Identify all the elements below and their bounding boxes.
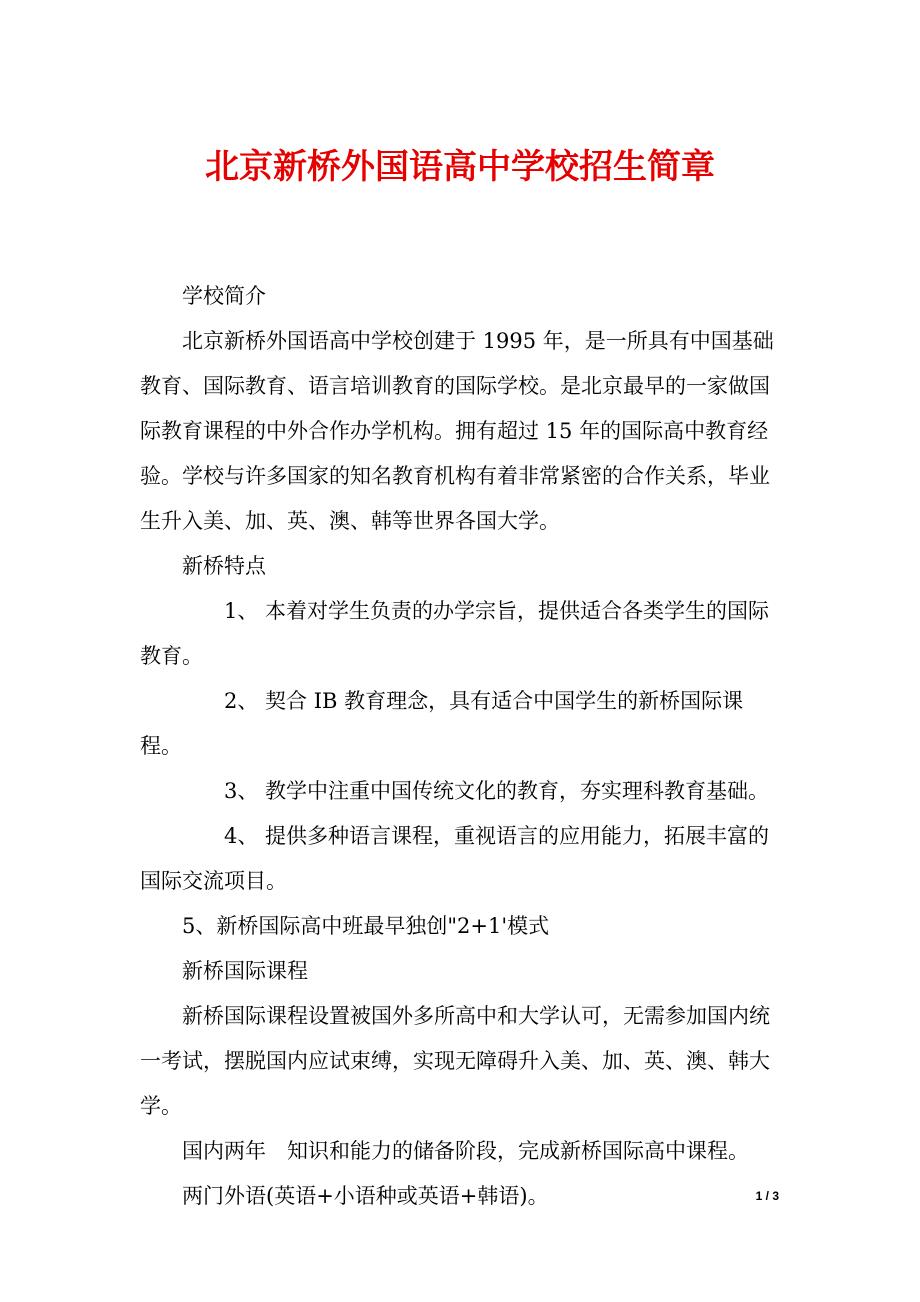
- feature-number: 3、: [224, 779, 259, 803]
- curriculum-heading: 新桥国际课程: [182, 959, 308, 983]
- intro-paragraph: 北京新桥外国语高中学校创建于 1995 年，是一所具有中国基础教育、国际教育、语言培训教育的国际学校。是北京最早的一家做国际教育课程的中外合作办学机构。拥有超过 15 年的国际高中教育经验。学校与许多国家的知名教育机构有着非常紧密的合作关系，毕业生升入美、加、英、澳、韩等世界各国大学。: [140, 329, 774, 533]
- feature-number: 4、: [224, 824, 259, 848]
- languages-paragraph: 两门外语(英语+小语种或英语+韩语)。: [182, 1184, 549, 1208]
- document-title: 北京新桥外国语高中学校招生简章: [205, 147, 715, 187]
- feature-text: 提供多种语言课程，重视语言的应用能力，拓展丰富的国际交流项目。: [140, 824, 770, 893]
- feature-item-5: 5、新桥国际高中班最早独创"2+1'模式: [182, 914, 550, 938]
- page-indicator: 1 / 3: [755, 1189, 779, 1203]
- feature-text: 契合 IB 教育理念，具有适合中国学生的新桥国际课程。: [140, 689, 744, 758]
- features-heading: 新桥特点: [182, 554, 266, 578]
- feature-text: 本着对学生负责的办学宗旨，提供适合各类学生的国际教育。: [140, 599, 770, 668]
- feature-text: 教学中注重中国传统文化的教育，夯实理科教育基础。: [258, 779, 770, 803]
- curriculum-paragraph: 新桥国际课程设置被国外多所高中和大学认可，无需参加国内统一考试，摆脱国内应试束缚，实现无障碍升入美、加、英、澳、韩大学。: [140, 1004, 770, 1118]
- feature-item-1: [140, 589, 782, 679]
- feature-number: 2、: [224, 689, 259, 713]
- intro-heading: 学校简介: [182, 284, 266, 308]
- document-body: [140, 274, 782, 1219]
- feature-item-3: [140, 769, 782, 814]
- feature-number: 1、: [224, 599, 259, 623]
- feature-item-2: [140, 679, 782, 769]
- domestic-years-paragraph: 国内两年 知识和能力的储备阶段，完成新桥国际高中课程。: [182, 1139, 749, 1163]
- feature-item-4: [140, 814, 782, 904]
